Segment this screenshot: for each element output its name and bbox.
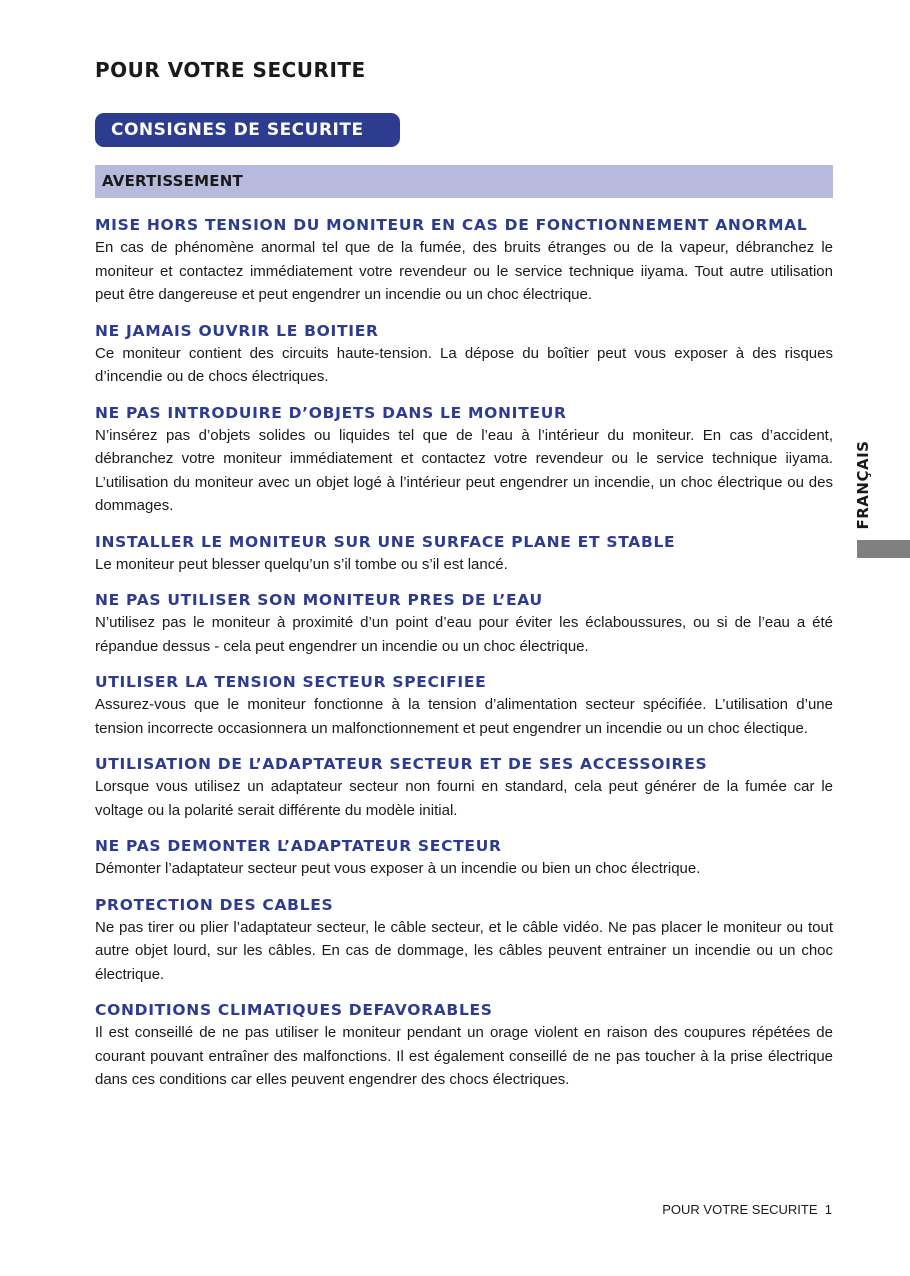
section-no-objects: [95, 402, 833, 518]
language-side-tab: [838, 437, 888, 533]
section-title: MISE HORS TENSION DU MONITEUR EN CAS DE FONCTIONNEMENT ANORMAL: [95, 216, 808, 234]
section-cables: [95, 894, 833, 987]
section-title: NE PAS UTILISER SON MONITEUR PRES DE L’EAU: [95, 591, 543, 609]
section-body: En cas de phénomène anormal tel que de la fumée, des bruits étranges ou de la vapeur, débranchez le moniteur et contactez immédiatement votre revendeur ou le service technique iiyama. Tout autre utilisation peut être dangereuse et peut engendrer un incendie ou un choc électrique.: [95, 239, 833, 303]
section-weather: [95, 999, 833, 1092]
section-power-off: [95, 214, 833, 307]
section-title: NE PAS DEMONTER L’ADAPTATEUR SECTEUR: [95, 837, 502, 855]
section-body: Démonter l’adaptateur secteur peut vous exposer à un incendie ou bien un choc électrique.: [95, 860, 701, 877]
section-body: Assurez-vous que le moniteur fonctionne à la tension d’alimentation secteur spécifiée. L’utilisation d’une tension incorrecte occasionnera un malfonctionnement et peut engendrer un incendie ou un choc électique.: [95, 696, 833, 737]
section-body: Ne pas tirer ou plier l’adaptateur secteur, le câble secteur, et le câble vidéo. Ne pas placer le moniteur ou tout autre objet lourd, sur les câbles. En cas de dommage, les câbles peuvent entrainer un incendie ou un choc électrique.: [95, 918, 833, 983]
language-side-bar: [857, 540, 910, 558]
section-title: INSTALLER LE MONITEUR SUR UNE SURFACE PLANE ET STABLE: [95, 532, 676, 551]
section-title: UTILISATION DE L’ADAPTATEUR SECTEUR ET DE SES ACCESSOIRES: [95, 755, 708, 773]
language-label: FRANÇAIS: [854, 440, 872, 530]
page-footer: [662, 1202, 832, 1217]
section-body: Il est conseillé de ne pas utiliser le moniteur pendant un orage violent en raison des coupures répétées de courant pouvant entraîner des malfonctions. Il est également conseillé de ne pas toucher à la prise électrique dans ces conditions car elles peuvent engendrer des chocs électriques.: [95, 1024, 833, 1088]
warning-bar: AVERTISSEMENT: [95, 165, 833, 198]
section-never-open: [95, 320, 833, 389]
footer-label: POUR VOTRE SECURITE: [662, 1202, 818, 1217]
section-stable-surface: [95, 531, 833, 577]
section-body: Lorsque vous utilisez un adaptateur secteur non fourni en standard, cela peut générer de la fumée car le voltage ou la polarité serait différente du modèle initial.: [95, 778, 833, 819]
section-title: UTILISER LA TENSION SECTEUR SPECIFIEE: [95, 673, 487, 691]
section-adapter-use: [95, 753, 833, 822]
page-number: 1: [824, 1202, 832, 1217]
section-header-pill: CONSIGNES DE SECURITE: [95, 113, 400, 147]
section-body: Ce moniteur contient des circuits haute-tension. La dépose du boîtier peut vous exposer à des risques d’incendie ou de chocs électriques.: [95, 344, 833, 385]
sections-container: [95, 214, 833, 1105]
section-title: NE PAS INTRODUIRE D’OBJETS DANS LE MONITEUR: [95, 403, 567, 422]
section-body: Le moniteur peut blesser quelqu’un s’il tombe ou s’il est lancé.: [95, 555, 508, 573]
section-voltage: [95, 671, 833, 740]
section-title: NE JAMAIS OUVRIR LE BOITIER: [95, 321, 379, 340]
section-title: PROTECTION DES CABLES: [95, 895, 334, 914]
page-title: POUR VOTRE SECURITE: [95, 58, 366, 82]
section-water: [95, 589, 833, 658]
section-body: N’utilisez pas le moniteur à proximité d’un point d’eau pour éviter les éclaboussures, ou si de l’eau a été répandue dessus - cela peut engendrer un incendie ou un choc électrique.: [95, 614, 833, 655]
section-adapter-disassembly: [95, 835, 833, 881]
section-body: N’insérez pas d’objets solides ou liquides tel que de l’eau à l’intérieur du moniteur. En cas d’accident, débranchez votre moniteur immédiatement et contactez votre revendeur ou le service technique iiyama. L’utilisation du moniteur avec un objet logé à l’intérieur peut engendrer un incendie, un choc électrique ou des dommages.: [95, 426, 833, 514]
section-title: CONDITIONS CLIMATIQUES DEFAVORABLES: [95, 1001, 493, 1019]
